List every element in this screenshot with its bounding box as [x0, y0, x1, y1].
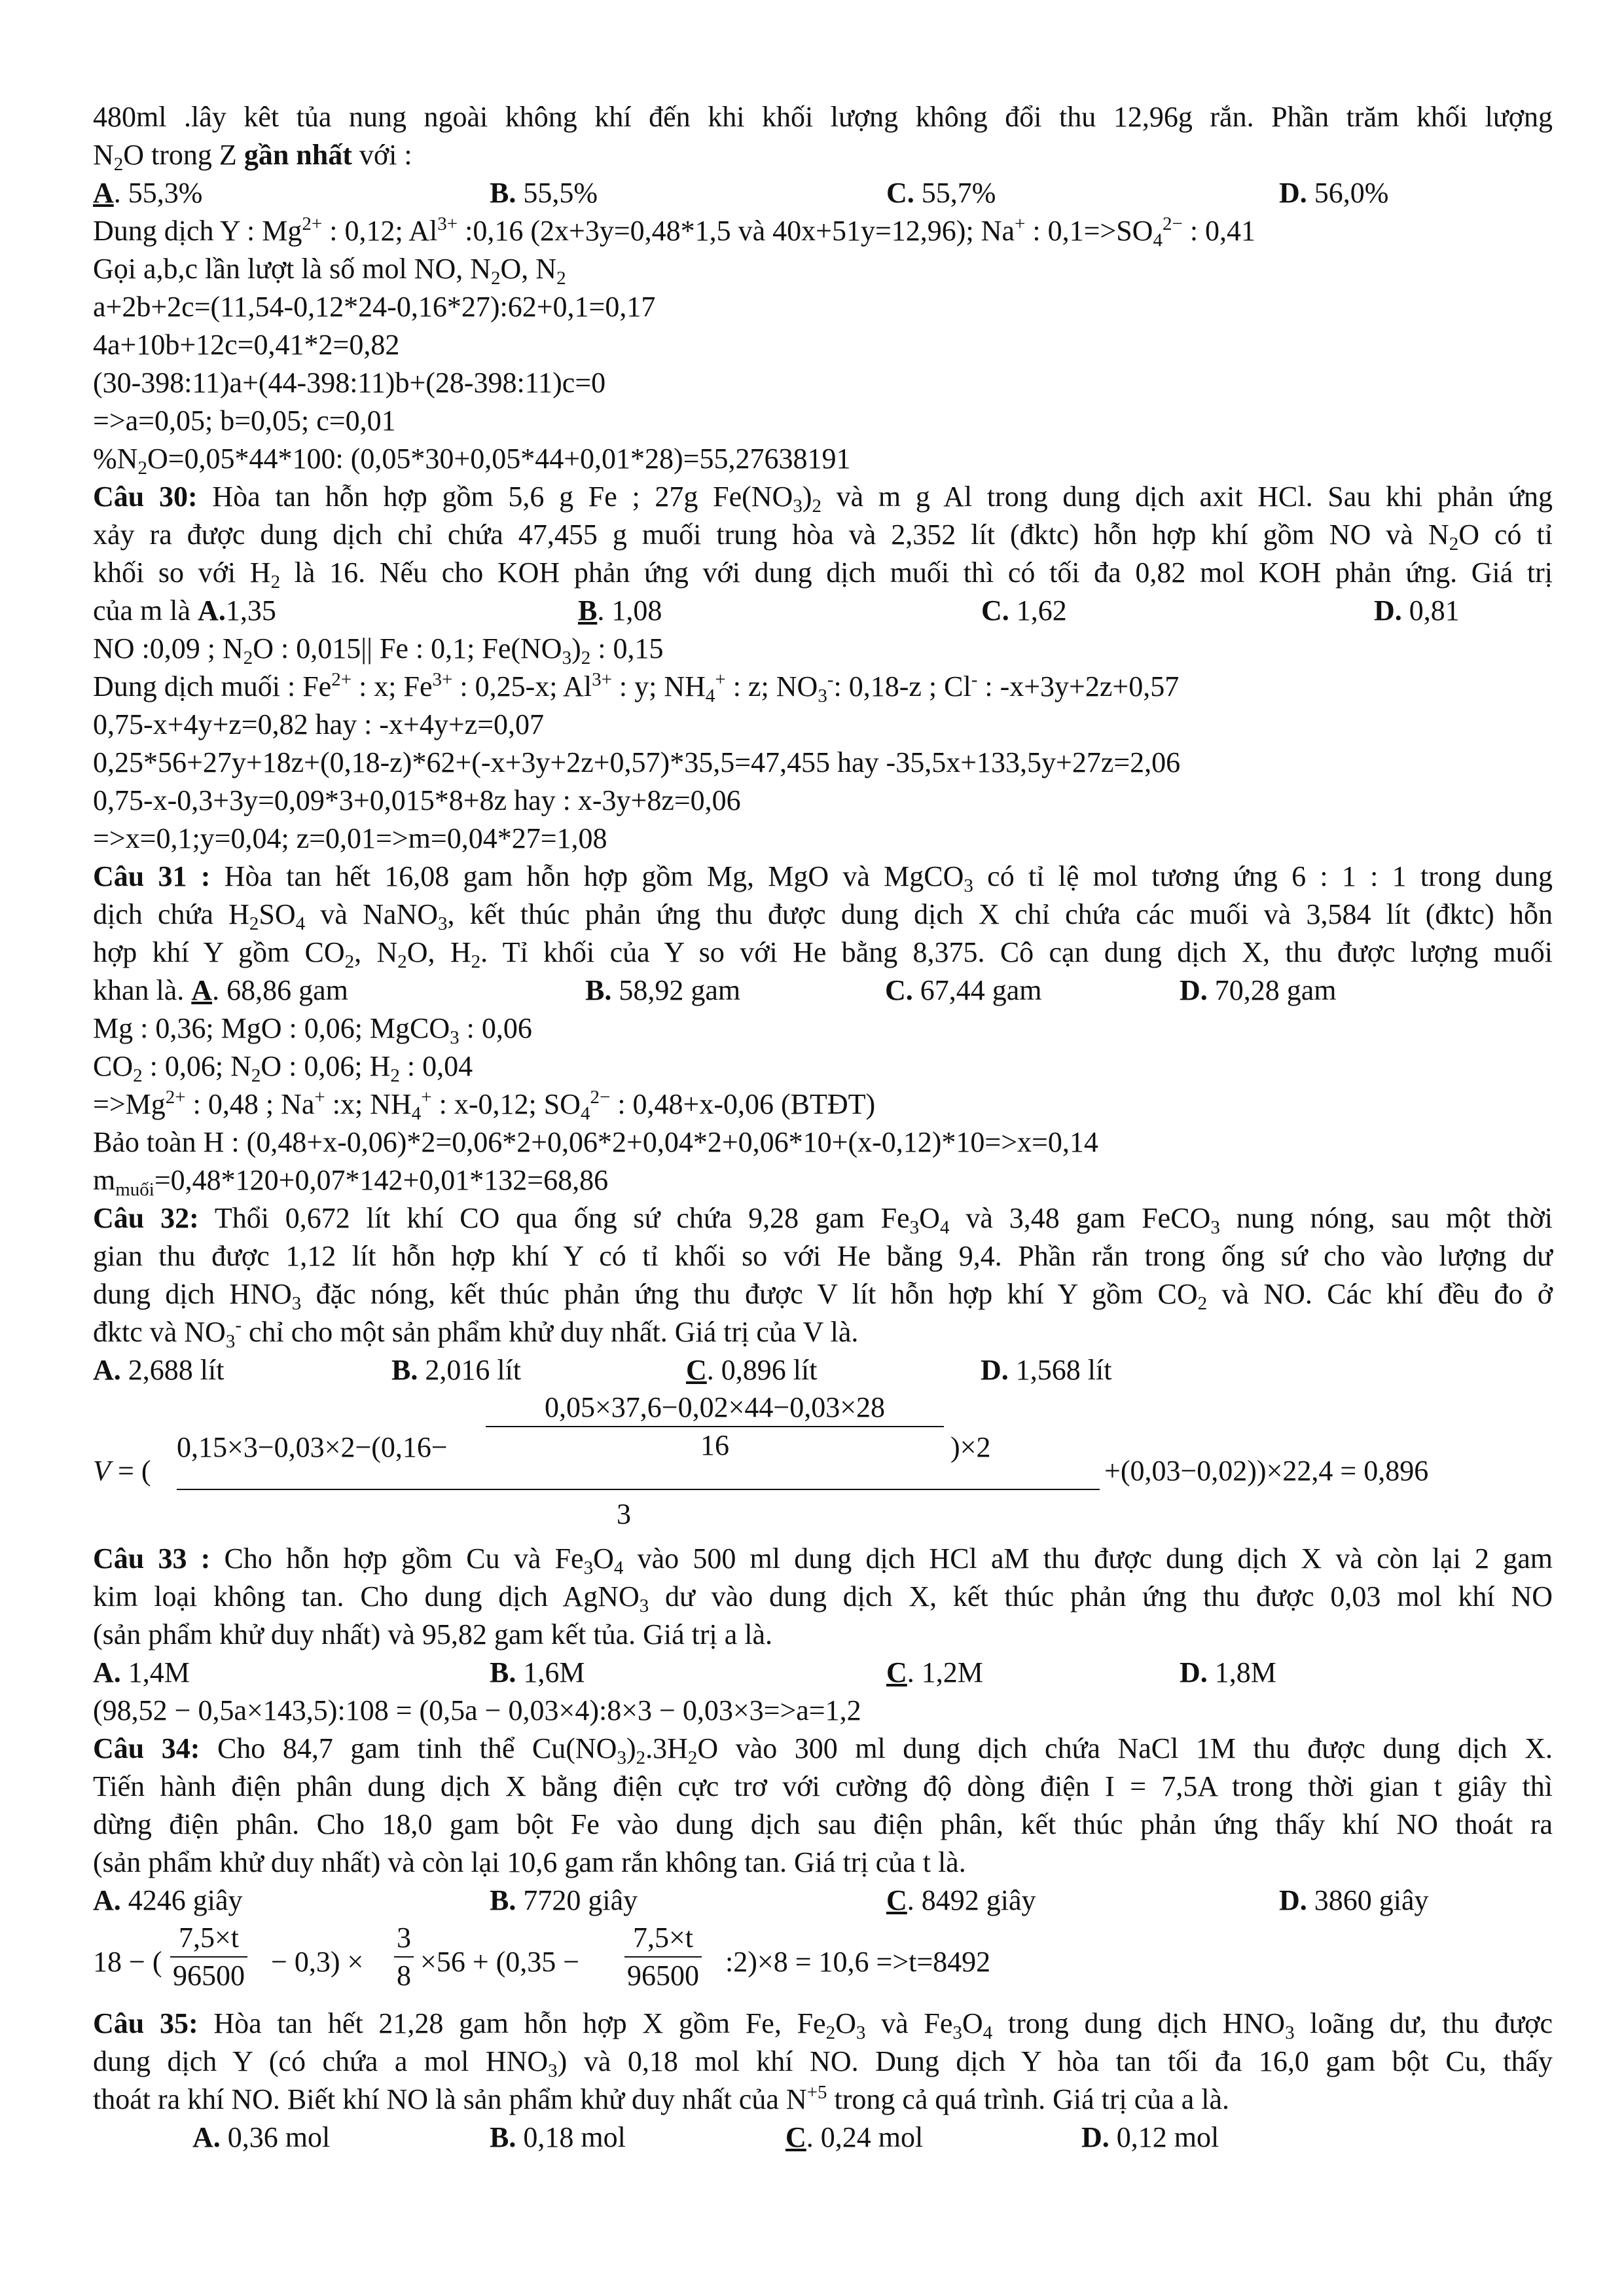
q32-solution-equation — [93, 1389, 1553, 1540]
q32-option-d: D. 1,568 lít — [981, 1354, 1112, 1386]
eq-fraction2 — [394, 1920, 414, 1994]
q31-option-b: B. 58,92 gam — [585, 974, 741, 1006]
q31-solution-line3: $=>Mg^{2+}$ : 0,48 ; Na+ :x; $NH_4^+$ : x-0,12; $SO_4^{2-}$ : 0,48+x-0,06 (BTĐT) — [93, 1087, 876, 1124]
q30-option-b: B. 1,08 — [578, 594, 662, 627]
q29-text-line1: 480ml .lây kêt tủa nung ngoài không khí đến khi khối lượng không đổi thu 12,96g rắn. Phần trăm khối lượng — [93, 101, 1553, 133]
eq-part1: 18 − ( — [93, 1946, 162, 1978]
q34-option-d: D. 3860 giây — [1279, 1884, 1429, 1916]
eq-tail: +(0,03−0,02))×22,4 = 0,896 — [1104, 1455, 1429, 1487]
document-page — [93, 98, 1553, 2157]
q30-option-d: D. 0,81 — [1374, 594, 1460, 627]
q30-solution-line6: =>x=0,1;y=0,04; z=0,01=>m=0,04*27=1,08 — [93, 822, 607, 854]
q32-options — [93, 1351, 1553, 1389]
q30-options — [93, 592, 1553, 630]
q31-text-line1: Câu 31 : Hòa tan hết 16,08 gam hỗn hợp gồm Mg, MgO và MgCO$_3$ có tỉ lệ mol tương ứng 6 : 1 : 1 trong dung — [93, 860, 1553, 896]
q33-option-b: B. 1,6M — [490, 1656, 585, 1688]
q34-text-line1: Câu 34: Cho 84,7 gam tinh thể $Cu(NO_3)_2.3H_2O$ vào 300 ml dung dịch chứa NaCl 1M thu được dung dịch X. — [93, 1732, 1553, 1768]
eq-fraction1-num: 7,5×t — [170, 1920, 247, 1958]
q34-text-line2: Tiến hành điện phân dung dịch X bằng điện cực trơ với cường độ dòng điện I = 7,5A trong thời gian t giây thì — [93, 1770, 1553, 1802]
q30-solution-line3: 0,75-x+4y+z=0,82 hay : -x+4y+z=0,07 — [93, 708, 545, 740]
q35-text-line1: Câu 35: Hòa tan hết 21,28 gam hỗn hợp X gồm Fe, $Fe_2O_3$ và $Fe_3O_4$ trong dung dịch $HNO_3$ loãng dư, thu được — [93, 2007, 1553, 2043]
q30-text-line2: xảy ra được dung dịch chỉ chứa 47,455 g muối trung hòa và 2,352 lít (đktc) hỗn hợp khí gồm NO và $N_2O$ có tỉ — [93, 519, 1553, 555]
q31-solution-line1: Mg : 0,36; MgO : 0,06; MgCO$_3$ : 0,06 — [93, 1012, 532, 1048]
q29-solution-line5: (30-398:11)a+(44-398:11)b+(28-398:11)c=0 — [93, 367, 606, 399]
q30-solution-line2: Dung dịch muối : $Fe^{2+}$ : x; $Fe^{3+}$ : 0,25-x; $Al^{3+}$ : y; $NH_4^+$ : z; $NO_3^-$: 0,18-z ; Cl- : -x+3y+2z+0,57 — [93, 669, 1180, 706]
eq-main-denominator: 3 — [617, 1498, 631, 1530]
q34-options — [93, 1882, 1553, 1920]
eq-fraction1 — [170, 1920, 247, 1994]
eq-v-symbol: V — [93, 1455, 111, 1487]
q35-option-a: A. 0,36 mol — [192, 2121, 331, 2153]
q35-text-line3: thoát ra khí NO. Biết khí NO là sản phẩm khử duy nhất của $N^{+5}$ trong cả quá trình. Giá trị của a là. — [93, 2082, 1230, 2115]
q30-text-line3: khối so với $H_2$ là 16. Nếu cho KOH phản ứng với dung dịch muối thì có tối đa 0,82 mol KOH phản ứng. Giá trị — [93, 556, 1553, 592]
eq-fraction1-den: 96500 — [173, 1959, 245, 1992]
q35-option-c: C. 0,24 mol — [785, 2121, 924, 2153]
q31-text-line3: hợp khí Y gồm $CO_2$, $N_2O$, $H_2$. Tỉ khối của Y so với He bằng 8,375. Cô cạn dung dịch X, thu được lượng muối — [93, 936, 1553, 972]
q33-option-c: C. 1,2M — [886, 1656, 983, 1688]
q35-option-b: B. 0,18 mol — [490, 2121, 626, 2153]
eq-open: = ( — [118, 1455, 151, 1487]
q29-option-b: B. 55,5% — [490, 177, 598, 209]
q35-option-d: D. 0,12 mol — [1081, 2121, 1219, 2153]
eq-part3: ×56 + (0,35 − — [420, 1946, 580, 1978]
q32-text-line1: Câu 32: Thổi 0,672 lít khí CO qua ống sứ chứa 9,28 gam $Fe_3O_4$ và 3,48 gam FeCO$_3$ nung nóng, sau một thời — [93, 1202, 1553, 1238]
q32-option-b: B. 2,016 lít — [391, 1354, 522, 1386]
q34-option-b: B. 7720 giây — [490, 1884, 638, 1916]
q31-solution-line5: $m_{muối}=0,48*120+0,07*142+0,01*132=68,86$ — [93, 1164, 609, 1200]
eq-part4: :2)×8 = 10,6 =>t=8492 — [725, 1946, 991, 1978]
q29-solution-line6: =>a=0,05; b=0,05; c=0,01 — [93, 405, 396, 437]
q34-option-a: A. 4246 giây — [93, 1884, 243, 1916]
q32-text-line4: đktc và $NO_3^-$ chỉ cho một sản phẩm khử duy nhất. Giá trị của V là. — [93, 1315, 859, 1352]
q31-option-c: C. 67,44 gam — [885, 974, 1042, 1006]
eq-part2: − 0,3) × — [271, 1946, 364, 1978]
q31-option-a: khan là. A. 68,86 gam — [93, 974, 348, 1006]
q34-solution-equation — [93, 1920, 1553, 2005]
q33-options — [93, 1654, 1553, 1692]
q29-text-line2: $N_2O$ trong Z gần nhất với : — [93, 139, 412, 175]
q33-option-a: A. 1,4M — [93, 1656, 190, 1688]
eq-numerator-part2: )×2 — [950, 1431, 991, 1463]
q35-options — [93, 2119, 1553, 2157]
q30-text-line1: Câu 30: Hòa tan hỗn hợp gồm 5,6 g Fe ; 27g $Fe(NO_3)_2$ và m g Al trong dung dịch axit HCl. Sau khi phản ứng — [93, 481, 1553, 517]
q29-option-c: C. 55,7% — [886, 177, 996, 209]
eq-inner-denominator: 16 — [700, 1429, 729, 1461]
eq-fraction3 — [624, 1920, 702, 1994]
q29-solution-line7: $\%N_2O=0,05*44*100$: (0,05*30+0,05*44+0,01*28)=55,27638191 — [93, 443, 851, 479]
q31-text-line2: dịch chứa $H_2SO_4$ và NaNO$_3$, kết thúc phản ứng thu được dung dịch X chỉ chứa các muối và 3,584 lít (đktc) hỗn — [93, 898, 1553, 934]
q31-solution-line4: Bảo toàn H : (0,48+x-0,06)*2=0,06*2+0,06*2+0,04*2+0,06*10+(x-0,12)*10=>x=0,14 — [93, 1126, 1098, 1158]
q31-solution-line2: $CO_2$ : 0,06; $N_2O$ : 0,06; $H_2$ : 0,04 — [93, 1050, 473, 1086]
eq-fraction2-num: 3 — [394, 1920, 414, 1958]
q29-option-a: A. 55,3% — [93, 177, 203, 209]
q35-text-line2: dung dịch Y (có chứa a mol $HNO_3$) và 0,18 mol khí NO. Dung dịch Y hòa tan tối đa 16,0 gam bột Cu, thấy — [93, 2045, 1553, 2081]
q33-text-line2: kim loại không tan. Cho dung dịch AgNO$_3$ dư vào dung dịch X, kết thúc phản ứng thu được 0,03 mol khí NO — [93, 1580, 1553, 1616]
eq-fraction2-den: 8 — [397, 1959, 411, 1992]
eq-fraction3-den: 96500 — [627, 1959, 699, 1992]
eq-numerator-part1: 0,15×3−0,03×2−(0,16− — [177, 1431, 448, 1463]
q29-option-d: D. 56,0% — [1279, 177, 1389, 209]
q34-text-line3: dừng điện phân. Cho 18,0 gam bột Fe vào dung dịch sau điện phân, kết thúc phản ứng thấy khí NO thoát ra — [93, 1808, 1553, 1840]
q33-text-line1: Câu 33 : Cho hỗn hợp gồm Cu và $Fe_3O_4$ vào 500 ml dung dịch HCl aM thu được dung dịch X và còn lại 2 gam — [93, 1542, 1553, 1578]
q29-solution-line4: 4a+10b+12c=0,41*2=0,82 — [93, 329, 400, 361]
q32-text-line2: gian thu được 1,12 lít hỗn hợp khí Y có tỉ khối so với He bằng 9,4. Phần rắn trong ống sứ cho vào lượng dư — [93, 1240, 1553, 1272]
q30-solution-line1: NO :0,09 ; $N_2O$ : 0,015|| Fe : 0,1; $Fe(NO_3)_2$ : 0,15 — [93, 632, 664, 668]
q30-stem-end: của m là A.1,35 — [93, 594, 276, 627]
q32-text-line3: dung dịch $HNO_3$ đặc nóng, kết thúc phản ứng thu được V lít hỗn hợp khí Y gồm $CO_2$ và NO. Các khí đều đo ở — [93, 1278, 1553, 1314]
q31-options — [93, 972, 1553, 1010]
q32-option-c: C. 0,896 lít — [686, 1354, 818, 1386]
q30-solution-line4: 0,25*56+27y+18z+(0,18-z)*62+(-x+3y+2z+0,57)*35,5=47,455 hay -35,5x+133,5y+27z=2,06 — [93, 746, 1181, 778]
eq-inner-fraction — [486, 1389, 944, 1464]
q32-option-a: A. 2,688 lít — [93, 1354, 225, 1386]
q30-option-c: C. 1,62 — [981, 594, 1067, 627]
q33-solution-equation: (98,52 − 0,5a×143,5):108 = (0,5a − 0,03×4):8×3 − 0,03×3=>a=1,2 — [93, 1694, 861, 1726]
q29-solution-line3: a+2b+2c=(11,54-0,12*24-0,16*27):62+0,1=0,17 — [93, 291, 656, 323]
q29-options — [93, 174, 1553, 212]
q33-option-d: D. 1,8M — [1180, 1656, 1276, 1688]
q31-option-d: D. 70,28 gam — [1180, 974, 1337, 1006]
q34-option-c: C. 8492 giây — [886, 1884, 1036, 1916]
q29-solution-line1: Dung dịch Y : $Mg^{2+}$ : 0,12; $Al^{3+}$ :0,16 (2x+3y=0,48*1,5 và 40x+51y=12,96); Na+ : $0,1=>SO_4^{2-}$ : 0,41 — [93, 213, 1256, 251]
q33-text-line3: (sản phẩm khử duy nhất) và 95,82 gam kết tủa. Giá trị a là. — [93, 1618, 773, 1650]
eq-inner-numerator: 0,05×37,6−0,02×44−0,03×28 — [486, 1389, 944, 1427]
q29-solution-line2: Gọi a,b,c lần lượt là số mol NO, $N_2O$, $N_2$ — [93, 253, 566, 289]
q30-solution-line5: 0,75-x-0,3+3y=0,09*3+0,015*8+8z hay : x-3y+8z=0,06 — [93, 784, 741, 816]
q34-text-line4: (sản phẩm khử duy nhất) và còn lại 10,6 gam rắn không tan. Giá trị của t là. — [93, 1846, 966, 1878]
eq-fraction3-num: 7,5×t — [624, 1920, 702, 1958]
